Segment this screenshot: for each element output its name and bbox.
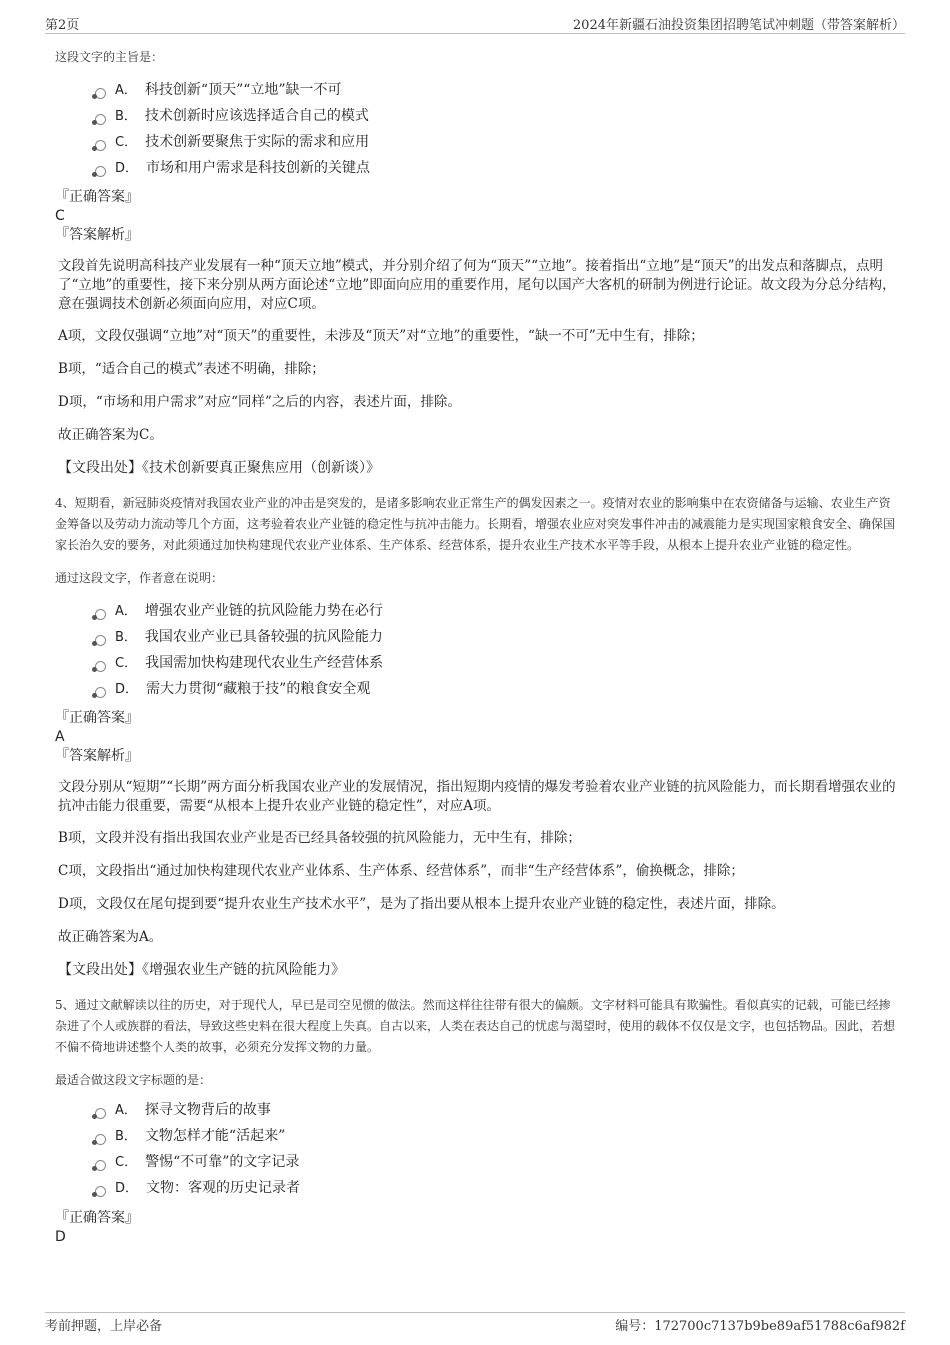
option-text: 我国农业产业已具备较强的抗风险能力 — [144, 629, 383, 645]
radio-icon[interactable] — [95, 687, 106, 698]
q4-analysis-summary: 文段分别从“短期”“长期”两方面分析我国农业产业的发展情况，指出短期内疫情的爆发考验着农业产业链的抗风险能力，而长期看增强农业的抗冲击能力很重要，需要“从根本上提升农业产业链的稳定性”，对应A项。 — [58, 779, 896, 814]
q5-answer-label: 『正确答案』 — [55, 1210, 139, 1226]
q4-analysis-label: 『答案解析』 — [55, 748, 139, 764]
document-id: 编号：172700c7137b9be89af51788c6af982f — [615, 1319, 905, 1334]
option-letter: B． — [115, 109, 137, 124]
q3-option-a[interactable] — [95, 79, 900, 105]
q4-analysis-d: D项，文段仅在尾句提到要“提升农业生产技术水平”，是为了指出要从根本上提升农业产业链的稳定性，表述片面，排除。 — [58, 896, 785, 912]
option-letter: B． — [115, 630, 137, 645]
q4-analysis-b: B项，文段并没有指出我国农业产业是否已经具备较强的抗风险能力，无中生有，排除； — [58, 830, 581, 846]
option-text: 文物怎样才能“活起来” — [144, 1128, 286, 1144]
option-text: 技术创新要聚焦于实际的需求和应用 — [145, 134, 370, 150]
q4-option-c[interactable] — [95, 652, 900, 678]
q5-options — [95, 1099, 900, 1203]
option-letter: D． — [115, 682, 139, 697]
option-letter: B． — [115, 1129, 137, 1144]
radio-icon[interactable] — [95, 166, 106, 177]
document-content — [55, 48, 900, 1247]
radio-icon[interactable] — [95, 1160, 106, 1171]
q5-option-a[interactable] — [95, 1099, 900, 1125]
radio-icon[interactable] — [95, 1186, 106, 1197]
option-letter: D． — [115, 1181, 139, 1196]
option-letter: C． — [115, 135, 138, 150]
q3-analysis-summary: 文段首先说明高科技产业发展有一种“顶天立地”模式，并分别介绍了何为“顶天”“立地”。接着指出“立地”是“顶天”的出发点和落脚点，点明了“立地”的重要性，接下来分别从两方面论述“立地”即面向应用的重要作用，尾句以国产大客机的研制为例进行论证。故文段为分总分结构，意在强调技术创新必须面向应用，对应C项。 — [58, 258, 896, 312]
radio-icon[interactable] — [95, 661, 106, 672]
q3-analysis-a: A项，文段仅强调“立地”对“顶天”的重要性，未涉及“顶天”对“立地”的重要性，“缺一不可”无中生有，排除； — [58, 328, 704, 344]
radio-icon[interactable] — [95, 114, 106, 125]
radio-icon[interactable] — [95, 88, 106, 99]
q3-analysis-b: B项，“适合自己的模式”表述不明确，排除； — [58, 361, 325, 377]
q3-analysis-label: 『答案解析』 — [55, 227, 139, 243]
q4-option-b[interactable] — [95, 626, 900, 652]
q4-analysis-c: C项，文段指出“通过加快构建现代农业产业体系、生产体系、经营体系”，而非“生产经营体系”，偷换概念，排除； — [58, 863, 744, 879]
q3-answer-label: 『正确答案』 — [55, 189, 139, 205]
q4-prompt: 通过这段文字，作者意在说明： — [55, 571, 224, 585]
q5-option-c[interactable] — [95, 1151, 900, 1177]
option-letter: D． — [115, 161, 139, 176]
q5-answer: D — [55, 1229, 66, 1245]
q4-option-a[interactable] — [95, 600, 900, 626]
radio-icon[interactable] — [95, 1134, 106, 1145]
option-text: 警惕“不可靠”的文字记录 — [145, 1154, 300, 1170]
option-text: 我国需加快构建现代农业生产经营体系 — [145, 655, 384, 671]
q4-passage: 4、短期看，新冠肺炎疫情对我国农业产业的冲击是突发的，是诸多影响农业正常生产的偶发因素之一。疫情对农业的影响集中在农资储备与运输、农业生产资金筹备以及劳动力流动等几个方面，这考验着农业产业链的稳定性与抗冲击能力。长期看，增强农业应对突发事件冲击的减震能力是实现国家粮食安全、确保国家长治久安的要务，对此须通过加快构建现代农业产业体系、生产体系、经营体系，提升农业生产技术水平等手段，从根本上提升农业产业链的稳定性。 — [55, 496, 896, 552]
q3-analysis-d: D项，“市场和用户需求”对应“同样”之后的内容，表述片面，排除。 — [58, 394, 461, 410]
q4-options — [95, 600, 900, 704]
option-text: 增强农业产业链的抗风险能力势在必行 — [144, 603, 383, 619]
q4-source: 【文段出处】《增强农业生产链的抗风险能力》 — [58, 962, 345, 978]
radio-icon[interactable] — [95, 140, 106, 151]
radio-icon[interactable] — [95, 1108, 106, 1119]
option-text: 探寻文物背后的故事 — [144, 1102, 271, 1118]
q4-answer: A — [55, 729, 65, 745]
option-letter: C． — [115, 1155, 138, 1170]
q4-answer-label: 『正确答案』 — [55, 710, 139, 726]
page-header — [45, 12, 905, 34]
q3-answer: C — [55, 208, 65, 224]
q5-passage: 5、通过文献解读以往的历史，对于现代人，早已是司空见惯的做法。然而这样往往带有很大的偏颇。文字材料可能具有欺骗性。看似真实的记载，可能已经掺杂进了个人或族群的看法，导致这些史料在很大程度上失真。自古以来，人类在表达自己的忧虑与渴望时，使用的载体不仅仅是文字，也包括物品。因此，若想不偏不倚地讲述整个人类的故事，必须充分发挥文物的力量。 — [55, 998, 896, 1054]
footer-slogan: 考前押题，上岸必备 — [45, 1319, 163, 1334]
q3-option-b[interactable] — [95, 105, 900, 131]
option-letter: A． — [115, 1103, 137, 1118]
document-title: 2024年新疆石油投资集团招聘笔试冲刺题（带答案解析） — [572, 18, 905, 33]
option-letter: A． — [115, 604, 137, 619]
option-text: 文物：客观的历史记录者 — [146, 1180, 301, 1196]
option-text: 技术创新时应该选择适合自己的模式 — [144, 108, 369, 124]
option-letter: A． — [115, 83, 137, 98]
q4-option-d[interactable] — [95, 678, 900, 704]
q3-option-c[interactable] — [95, 131, 900, 157]
q5-option-d[interactable] — [95, 1177, 900, 1203]
q4-analysis-conclusion: 故正确答案为A。 — [58, 929, 163, 945]
q3-options — [95, 79, 900, 183]
q5-option-b[interactable] — [95, 1125, 900, 1151]
page-number: 第2页 — [45, 18, 80, 33]
q3-analysis-conclusion: 故正确答案为C。 — [58, 427, 163, 443]
page-footer — [45, 1312, 905, 1334]
q3-option-d[interactable] — [95, 157, 900, 183]
q5-prompt: 最适合做这段文字标题的是： — [55, 1073, 212, 1087]
q3-source: 【文段出处】《技术创新要真正聚焦应用（创新谈）》 — [58, 460, 380, 476]
radio-icon[interactable] — [95, 609, 106, 620]
option-text: 市场和用户需求是科技创新的关键点 — [146, 160, 371, 176]
radio-icon[interactable] — [95, 635, 106, 646]
option-text: 科技创新“顶天”“立地”缺一不可 — [144, 82, 342, 98]
q3-prompt: 这段文字的主旨是： — [55, 50, 164, 64]
option-letter: C． — [115, 656, 138, 671]
option-text: 需大力贯彻“藏粮于技”的粮食安全观 — [146, 681, 371, 697]
